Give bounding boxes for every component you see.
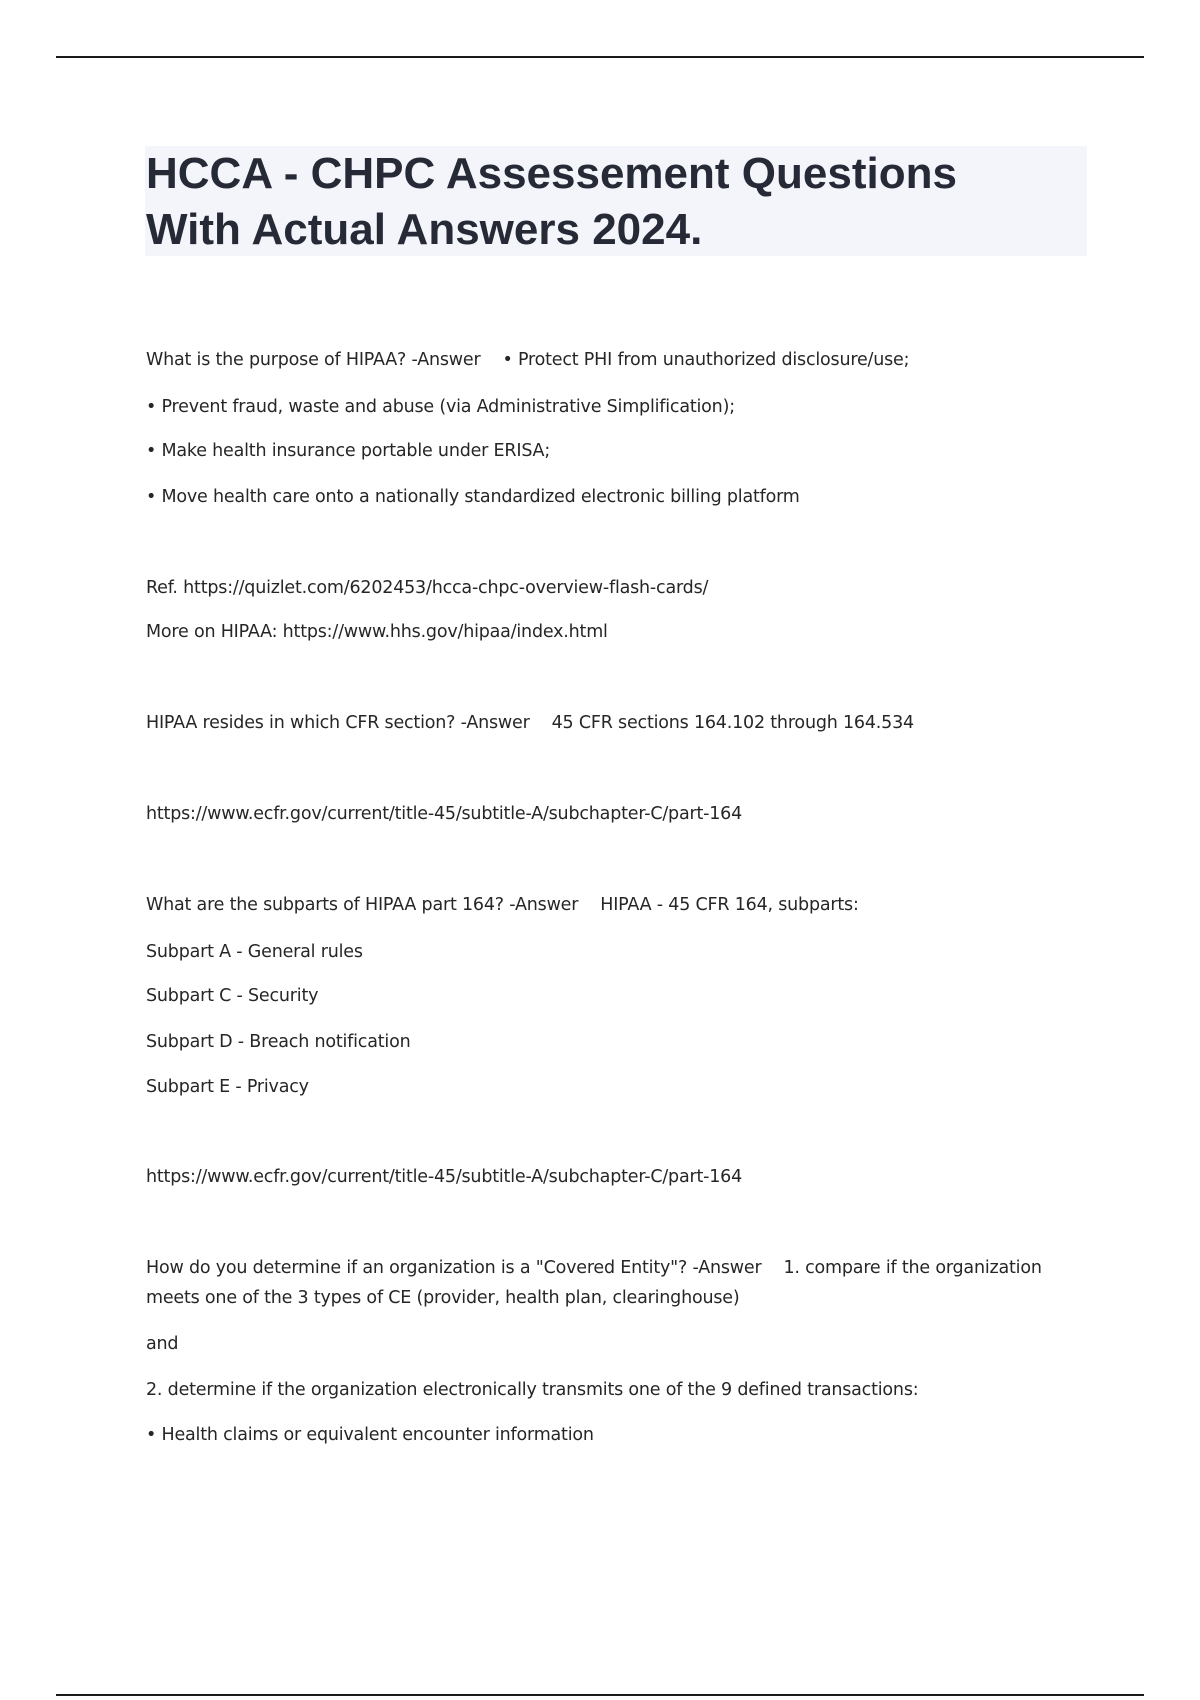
subpart-item: Subpart A - General rules	[146, 942, 363, 962]
question-2-text: HIPAA resides in which CFR section? -Answer	[146, 713, 530, 733]
header-rule	[56, 56, 1144, 58]
question-4-text: How do you determine if an organization is a "Covered Entity"? -Answer	[146, 1258, 762, 1278]
question-1-text: What is the purpose of HIPAA? -Answer	[146, 350, 481, 370]
question-3	[146, 893, 859, 917]
more-info-link: More on HIPAA: https://www.hhs.gov/hipaa/index.html	[146, 622, 608, 642]
subpart-item: Subpart D - Breach notification	[146, 1032, 411, 1052]
answer-bullet: • Prevent fraud, waste and abuse (via Administrative Simplification);	[146, 397, 735, 417]
question-3-text: What are the subparts of HIPAA part 164? -Answer	[146, 895, 579, 915]
connector-text: and	[146, 1334, 179, 1354]
question-4-answer: 1. compare if the organization	[783, 1258, 1042, 1278]
reference-link: https://www.ecfr.gov/current/title-45/subtitle-A/subchapter-C/part-164	[146, 1167, 743, 1187]
question-1-answer: • Protect PHI from unauthorized disclosure/use;	[502, 350, 910, 370]
footer-rule	[56, 1694, 1144, 1696]
question-2-answer: 45 CFR sections 164.102 through 164.534	[551, 713, 914, 733]
document-title-line-2: With Actual Answers 2024.	[146, 205, 703, 254]
reference-link: Ref. https://quizlet.com/6202453/hcca-chpc-overview-flash-cards/	[146, 578, 709, 598]
question-3-answer: HIPAA - 45 CFR 164, subparts:	[600, 895, 859, 915]
answer-step-2: 2. determine if the organization electronically transmits one of the 9 defined transactions:	[146, 1380, 919, 1400]
subpart-item: Subpart C - Security	[146, 986, 319, 1006]
question-4	[146, 1256, 1042, 1280]
document-title-line-1: HCCA - CHPC Assessement Questions	[146, 149, 957, 198]
answer-bullet: • Health claims or equivalent encounter information	[146, 1425, 594, 1445]
question-1	[146, 348, 909, 372]
answer-bullet: • Make health insurance portable under ERISA;	[146, 441, 551, 461]
subpart-item: Subpart E - Privacy	[146, 1077, 309, 1097]
reference-link: https://www.ecfr.gov/current/title-45/subtitle-A/subchapter-C/part-164	[146, 804, 743, 824]
answer-bullet: • Move health care onto a nationally standardized electronic billing platform	[146, 487, 800, 507]
question-2	[146, 711, 914, 735]
question-4-answer-continued: meets one of the 3 types of CE (provider, health plan, clearinghouse)	[146, 1288, 740, 1308]
